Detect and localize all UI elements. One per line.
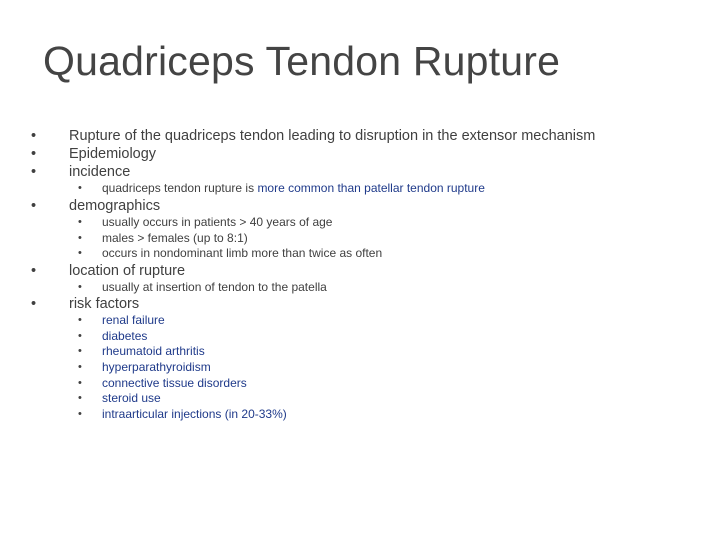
sub-bullet-icon: • (78, 377, 82, 389)
demographics-item: males > females (up to 8:1) (102, 231, 248, 245)
sub-bullet-icon: • (78, 330, 82, 342)
demographics-item: occurs in nondominant limb more than twice as often (102, 246, 383, 260)
incidence-detail-highlight: more common than patellar tendon rupture (257, 181, 485, 195)
sub-bullet-icon: • (78, 392, 82, 404)
risk-factor-item: hyperparathyroidism (102, 360, 211, 374)
sub-bullet-icon: • (78, 408, 82, 420)
risk-factor-item: rheumatoid arthritis (102, 344, 205, 358)
epidemiology-heading: Epidemiology (69, 146, 157, 162)
bullet-icon: • (31, 164, 37, 180)
sub-bullet-icon: • (78, 281, 82, 293)
sub-bullet-icon: • (78, 361, 82, 373)
bullet-icon: • (31, 263, 37, 279)
risk-factor-item: renal failure (102, 313, 165, 327)
sub-bullet-icon: • (78, 232, 82, 244)
sub-bullet-icon: • (78, 216, 82, 228)
bullet-icon: • (31, 198, 37, 214)
sub-bullet-icon: • (78, 247, 82, 259)
risk-factor-item: diabetes (102, 329, 148, 343)
slide-title: Quadriceps Tendon Rupture (43, 38, 561, 84)
incidence-detail-prefix: quadriceps tendon rupture is (102, 181, 258, 195)
definition-text: Rupture of the quadriceps tendon leading to disruption in the extensor mechanism (69, 128, 596, 144)
risk-factor-item: intraarticular injections (in 20-33%) (102, 407, 287, 421)
incidence-heading: incidence (69, 164, 131, 180)
incidence-detail (102, 181, 485, 195)
demographics-heading: demographics (69, 198, 161, 214)
sub-bullet-icon: • (78, 182, 82, 194)
sub-bullet-icon: • (78, 314, 82, 326)
location-heading: location of rupture (69, 263, 186, 279)
bullet-icon: • (31, 146, 37, 162)
bullet-icon: • (31, 296, 37, 312)
risk-factor-item: connective tissue disorders (102, 376, 247, 390)
risk-factors-heading: risk factors (69, 296, 140, 312)
sub-bullet-icon: • (78, 345, 82, 357)
risk-factor-item: steroid use (102, 391, 161, 405)
bullet-icon: • (31, 128, 37, 144)
demographics-item: usually occurs in patients > 40 years of age (102, 215, 333, 229)
location-item: usually at insertion of tendon to the patella (102, 280, 327, 294)
